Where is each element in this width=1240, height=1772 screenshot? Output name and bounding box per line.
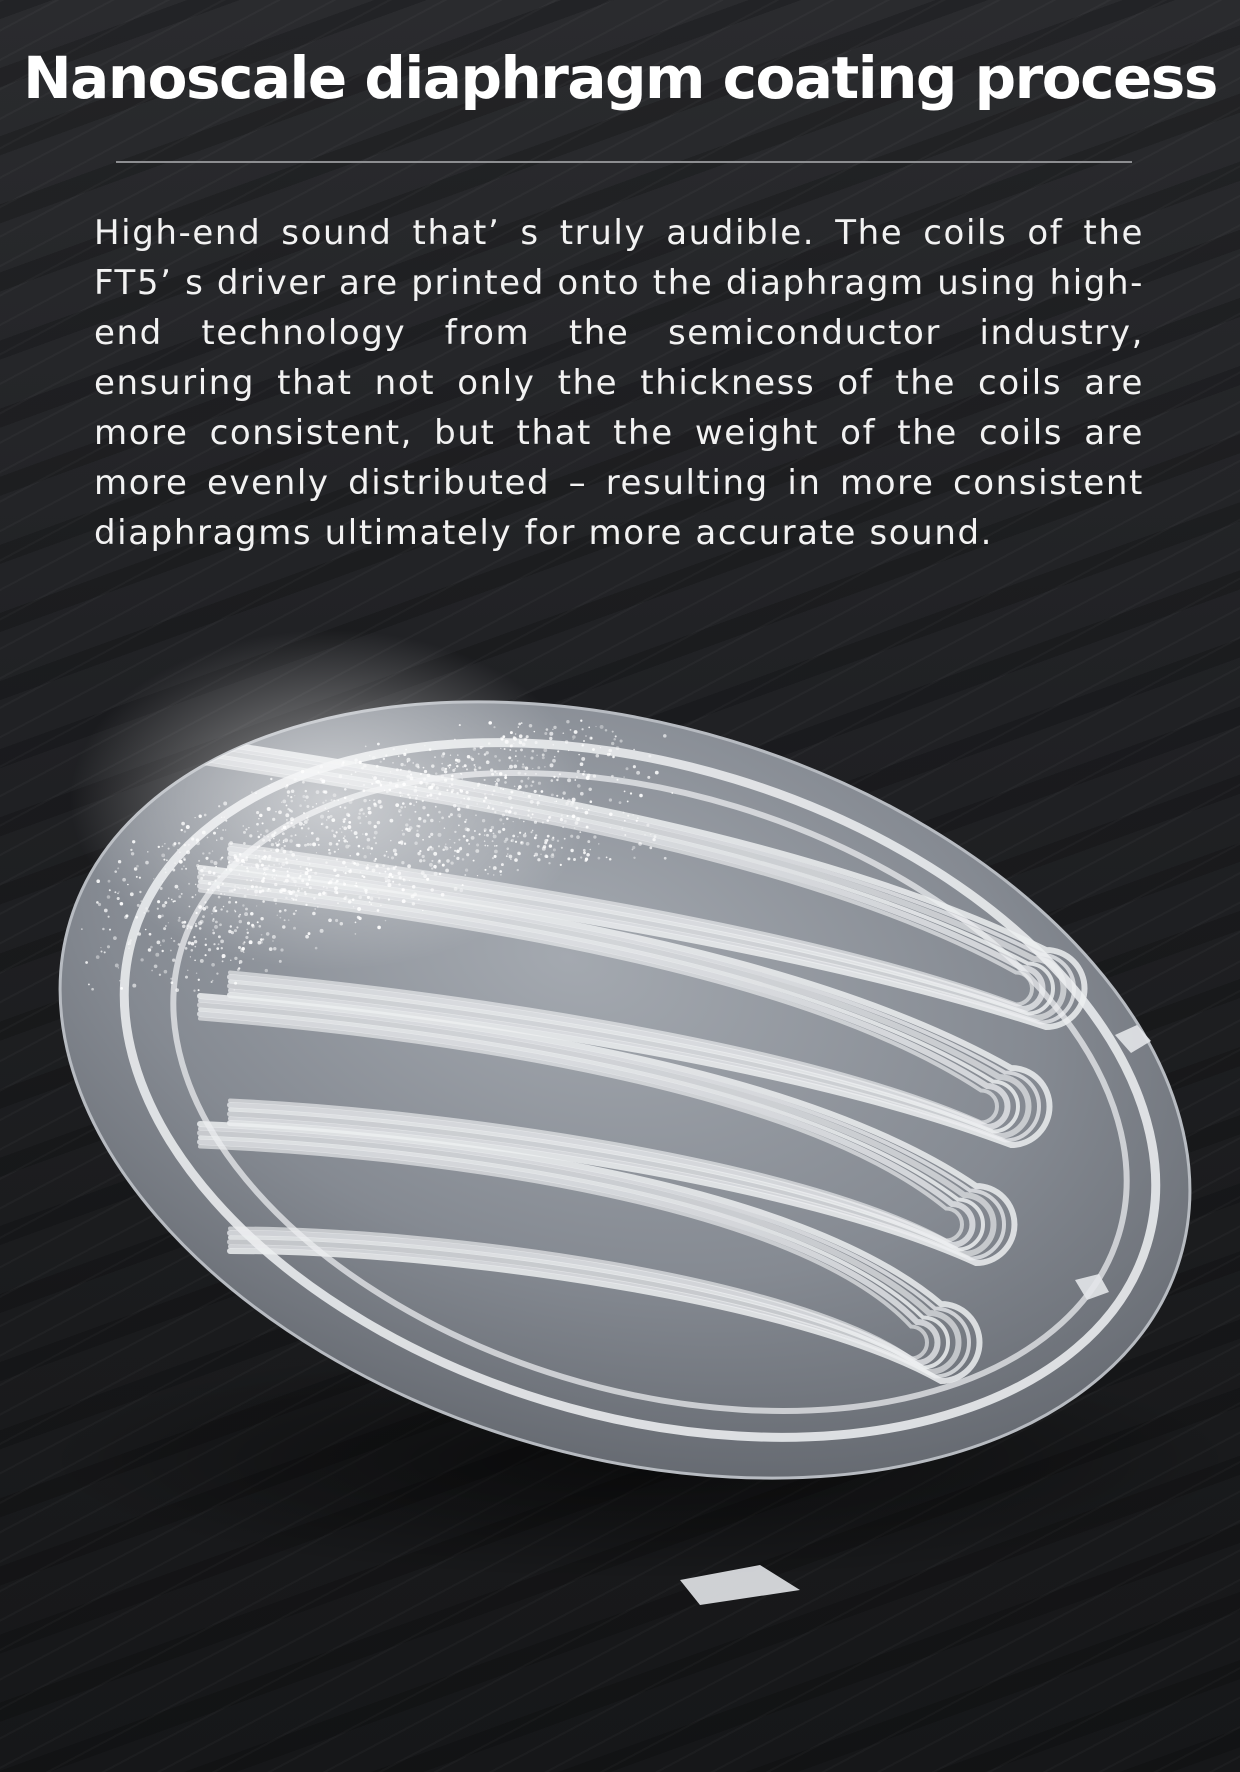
page-title: Nanoscale diaphragm coating process — [23, 44, 1217, 112]
title-divider — [116, 161, 1132, 163]
diaphragm-illustration — [0, 580, 1240, 1610]
description-paragraph: High-end sound that’ s truly audible. The coils of the FT5’ s driver are printed onto the diaphragm using high-end technology from the semiconductor industry, ensuring that not only the thickness of the coils are more consistent, but that the weight of the coils are more evenly distributed – resulting in more consistent diaphragms ultimately for more accurate sound. — [94, 213, 1144, 553]
